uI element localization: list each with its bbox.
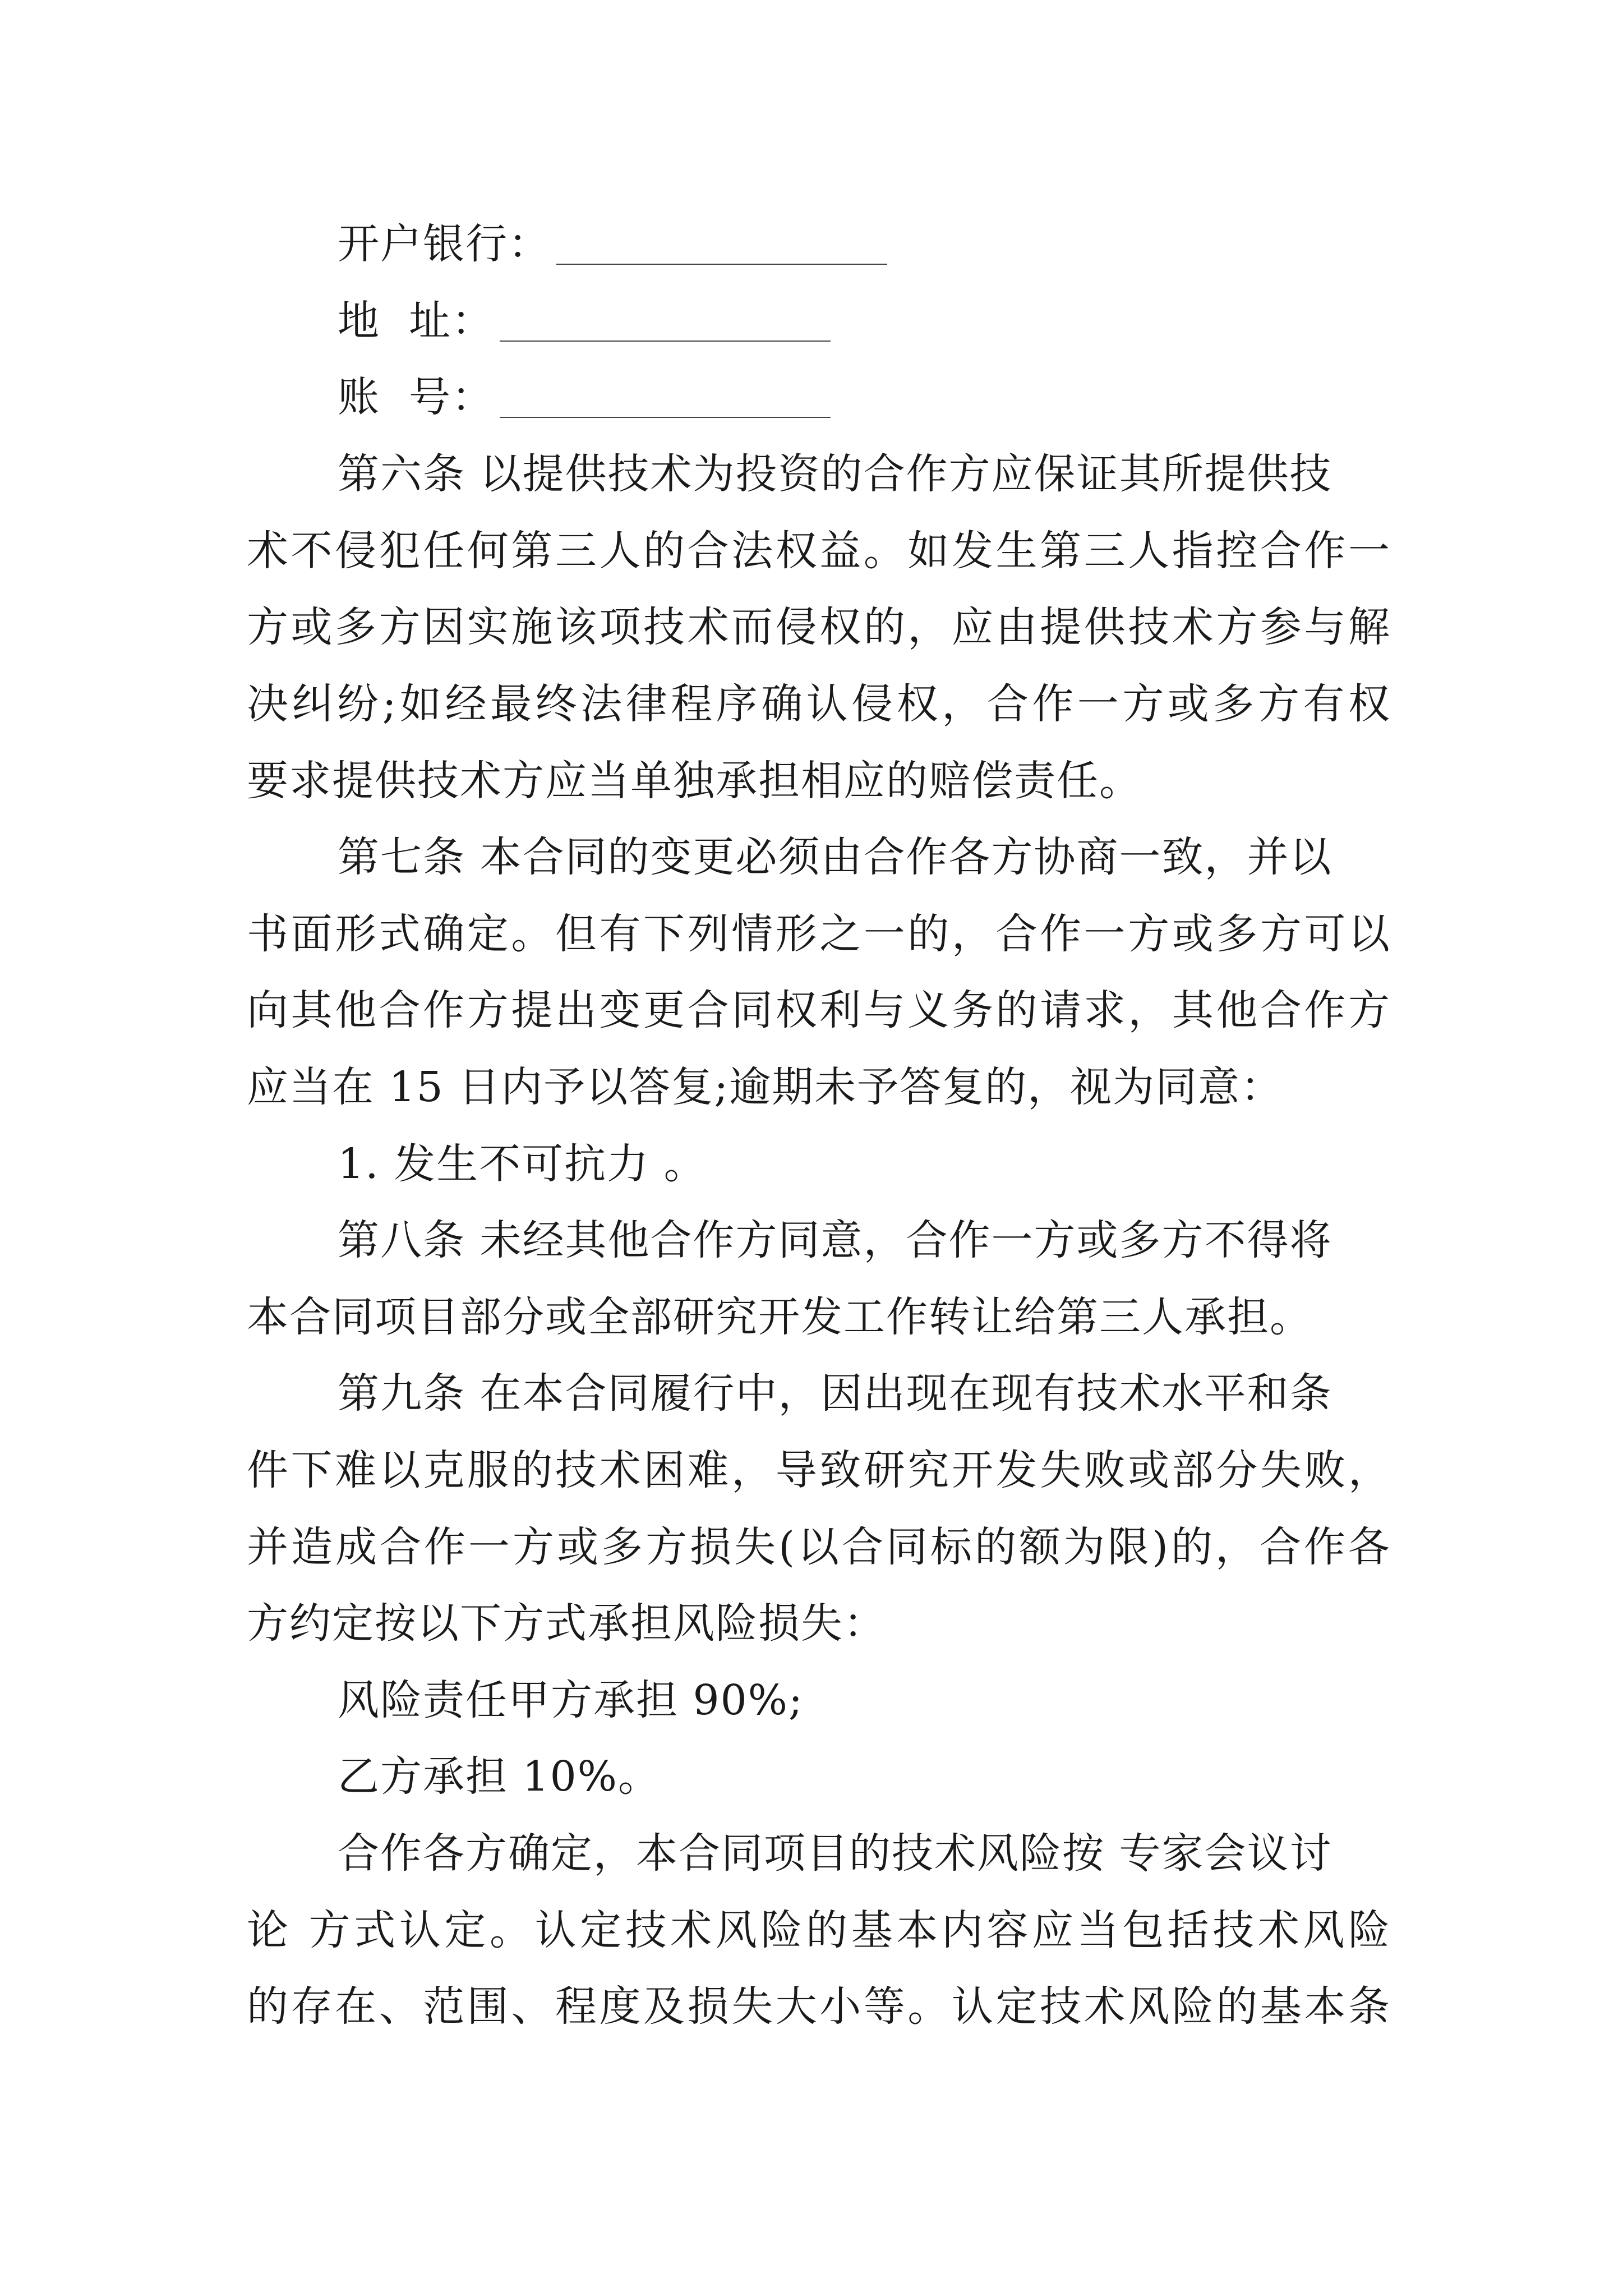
article9-line: 方约定按以下方式承担风险损失： (247, 1599, 886, 1648)
bank-name-row (338, 220, 887, 268)
article9-line: 第九条 在本合同履行中，因出现在现有技术水平和条 (338, 1369, 1332, 1418)
article7-item1: 1. 发生不可抗力 。 (338, 1140, 707, 1188)
account-label: 账 号： (338, 373, 495, 421)
account-blank (500, 383, 831, 418)
address-blank (500, 307, 831, 342)
article6-line: 决纠纷;如经最终法律程序确认侵权，合作一方或多方有权 (247, 680, 1391, 728)
article9-line: 件下难以克服的技术困难，导致研究开发失败或部分失败， (247, 1446, 1391, 1494)
bank-name-blank (556, 230, 887, 265)
bank-name-label: 开户银行： (338, 220, 551, 268)
article7-line: 第七条 本合同的变更必须由合作各方协商一致，并以 (338, 833, 1332, 881)
article7-line: 向其他合作方提出变更合同权利与义务的请求，其他合作方 (247, 986, 1391, 1034)
risk-confirm-line: 合作各方确定，本合同项目的技术风险按 专家会议讨 (338, 1829, 1332, 1878)
account-row (338, 373, 831, 421)
article9-line: 并造成合作一方或多方损失(以合同标的额为限)的，合作各 (247, 1523, 1391, 1571)
article8-line: 第八条 未经其他合作方同意，合作一方或多方不得将 (338, 1216, 1332, 1264)
article7-line: 书面形式确定。但有下列情形之一的，合作一方或多方可以 (247, 910, 1391, 958)
risk-party-b: 乙方承担 10%。 (338, 1752, 661, 1801)
risk-party-a: 风险责任甲方承担 90%; (338, 1676, 804, 1724)
article8-line: 本合同项目部分或全部研究开发工作转让给第三人承担。 (247, 1293, 1312, 1341)
article7-line: 应当在 15 日内予以答复;逾期未予答复的，视为同意： (247, 1063, 1284, 1111)
article6-line: 第六条 以提供技术为投资的合作方应保证其所提供技 (338, 450, 1332, 498)
risk-confirm-line: 的存在、范围、程度及损失大小等。认定技术风险的基本条 (247, 1982, 1391, 2031)
address-row (338, 297, 831, 345)
address-label: 地 址： (338, 297, 495, 345)
article6-line: 术不侵犯任何第三人的合法权益。如发生第三人指控合作一 (247, 527, 1391, 575)
risk-confirm-line: 论 方式认定。认定技术风险的基本内容应当包括技术风险 (247, 1906, 1391, 1954)
article6-line: 要求提供技术方应当单独承担相应的赔偿责任。 (247, 757, 1142, 805)
article6-line: 方或多方因实施该项技术而侵权的，应由提供技术方参与解 (247, 603, 1391, 651)
